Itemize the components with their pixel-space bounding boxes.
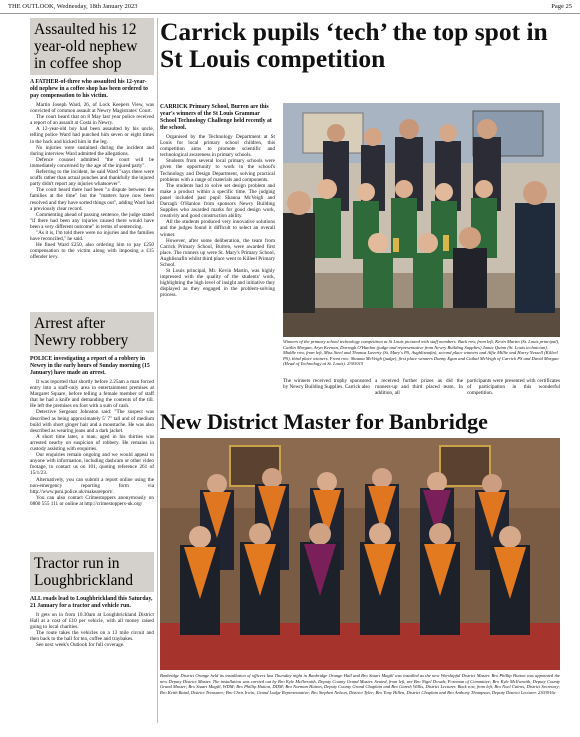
page-number: Page 25 [551,3,572,10]
story1-lede: A FATHER-of-three who assaulted his 12-year-old nephew in a coffee shop has been ordered to pay compensation to his victim. [30,79,148,99]
story4-paragraph: The students had to solve set design problem and make a product within a specific time. The judging panel included past pupil Shauna McVeigh and Darragh O'Hanlon from sponsors Newry Building Supplies who awarded marks for good design work, creativity and good construction ability. [160,182,275,220]
story2-headline: Arrest after Newry robbery [30,312,154,352]
column-divider [157,18,158,723]
school-photo-caption: Winners of the primary school technology competition at St Louis pictured with staff members. Back row, from left, Kevin Martin (St. Louis principal), Caitlin Morgan, Aryn Keenan, Darragh O'Hanlon (judge and representative from Newry Building Supplies) Jamie Quinn (St. Louis technician). Middle row, from left, Miss Steel and Thomas Laverty (St. Mary's PS, Aughlisnafin), second place winners and Alfie Millie and Harry Nessell (Killeel PS), third place winners. Front row: Shauna McVeigh (judge), first place winners Danny Egan and Cathal McVeigh of Carrick PS and David Morgan (Head of Technology at St. Louis). 2303015 [283,339,560,367]
story4-paragraph: Students from several local primary schools were given the opportunity to work in the school's Technology and Design Department, solving practical problems with a range of materials and components. [160,158,275,183]
story4-lede: CARRICK Primary School, Burren are this year's winners of the St Louis Grammar School Technology Challenge held recently at the school. [160,104,272,131]
story1-paragraph: No injuries were sustained during the incident and during interview Ward admitted the allegations. [30,144,154,157]
story1-paragraph: A 12-year-old boy had been assaulted by his uncle, telling police Ward had punched him seven or eight times in the back and kicked him in the leg. [30,126,154,145]
story4-tail-col1: The winners received trophy sponsored by Newry Building Supplies. Carrick also [283,378,371,391]
story2-paragraph: Our enquiries remain ongoing and we would appeal to anyone with information, including dashcam or other video footage, to contact us on 101, quoting reference 261 of 15/1/23. [30,452,154,477]
lodge-photo-caption: Banbridge District Orange held its installation of officers last Thursday night in Banbridge Orange Hall and Bro Stuart Magill was installed as the new Worshipful District Master. Bro Phillip Hutton was appointed the new Deputy District Master. The installation was carried out by Bro Kyle McIlwraith, Deputy County Grand Master. Seated, from left, are Bro Nigel Dowds, Foreman of Committee; Bro Kyle McIlwraith, Deputy County Grand Master; Bro Stuart Magill, WDM; Bro Phillip Hutton, DDM; Bro Norman Hutton, Deputy County Grand Chaplain and Bro Gareth Willis, District Lecturer. Back row, from left, Bro Noel Cairns, District Secretary; Bro Keith Baird, District Treasurer; Bro Chris Irwin, Grand Lodge Representative; Bro Stephen Nelson, District Tyler; Bro Tony Hillen, District Chaplain and Bro Anthony Thompson, Deputy District Lecturer. 2303916c [160,673,560,696]
story1-paragraph: Commenting ahead of passing sentence, the judge stated "if there had been any injuries caused there would have been a very different outcome" in terms of sentencing. [30,211,154,230]
orange-lodge-photo [160,438,560,670]
masthead [0,0,580,14]
story4-header [160,18,560,72]
story2-lede: POLICE investigating a report of a robbery in Newry in the early hours of Sunday morning (15 January) have made an arrest. [30,356,150,376]
story4-paragraph: Organised by the Technology Department at St Louis for local primary school children, this competition aims to promote scientific and technological awareness in primary schools. [160,134,275,159]
story1-paragraph: "As it is, I'm told there were no injuries and the families have reconciled," he said. [30,229,154,243]
story2-paragraph: A short time later, a man, aged in his thirties was arrested nearby on suspicion of robbery. He remains in custody assisting with enquiries. [30,433,154,453]
orange-lodge-illustration [160,438,560,670]
story1-paragraph: Referring to the incident, he said Ward "says there were scuffs rather than actual punches and thankfully the injured party didn't report any injuries whatsoever". [30,169,154,188]
story4-tail-col3: participants were presented with certificates of participation in this wonderful competition. [467,378,560,397]
story3-paragraph: It gets on in from 10.30am at Loughbrickland District Hall at a cost of £10 per vehicle, with all money raised going to local charities. [30,612,154,631]
story2-body [30,379,154,546]
story2-paragraph: You can also contact Crimestoppers anonymously on 0800 555 111 or online at http://crimestoppers-uk.org/ [30,494,154,507]
story3-body [30,612,154,652]
story1-paragraph: The court heard that on 8 May last year police received a report of an assault at Costa in Newry. [30,114,154,127]
story1-body [30,102,154,306]
story4-paragraph: However, after some deliberation, the team from Carrick Primary School, Burren, were awarded first place. The runners up were St. Mary's Primary School, Aughlisnafin whilst third place went to Killeel Primary School. [160,237,275,268]
story3-paragraph: The route takes the vehicles on a 13 mile circuit and then back to the hall for tea, coffee and traybakes. [30,630,154,643]
masthead-title: THE OUTLOOK, Wednesday, 18th January 2023 [8,3,138,10]
story2-paragraph: Alternatively, you can submit a report online using the non-emergency reporting form via http://www.psni.police.uk/makeareport/. [30,476,154,495]
story4-text-column [160,104,275,392]
story4-paragraph: St Louis principal, Mr. Kevin Martin, was highly impressed with the quality of the students' work, highlighting the high level of insight and initiative they displayed as they engaged in the problem-solving process. [160,268,275,299]
story4-body [160,134,275,392]
school-group-illustration [283,103,560,337]
story3-lede: ALL roads lead to Loughbrickland this Saturday, 21 January for a tractor and vehicle run. [30,596,153,609]
story1-paragraph: Martin Joseph Ward, 26, of Lock Keepers View, was convicted of common assault at Newry Magistrates' Court. [30,102,154,115]
story1-paragraph: Defence counsel admitted "the court will be immediately concerned by the age of the injured party". [30,156,154,169]
story5-headline: New District Master for Banbridge [160,409,488,434]
story2-paragraph: Detective Sergeant Johnston said: "The suspect was described as being approximately 5' 7" tall and of medium build with short ginger hair and a moustache. He was also described as wearing jeans and a dark jacket. [30,409,154,434]
story4-tail-col2: a received further prizes as did the runners-up and third placed team. In addition, all [375,378,463,397]
story3-headline: Tractor run in Loughbrickland [30,552,154,592]
story4-headline: Carrick pupils ‘tech’ the top spot in St Louis competition [160,17,548,73]
story4-paragraph: All the students produced very innovative solutions and the judges found it difficult to select an overall winner. [160,219,275,238]
left-column [30,18,154,652]
story1-paragraph: He fined Ward £250, also ordering him to pay £250 compensation to the victim along with imposing a £15 offender levy. [30,242,154,261]
school-group-photo [283,103,560,337]
story1-paragraph: The court heard there had been "a dispute between the families at the time" but the "matters have now been resolved and they have sorted things out", adding Ward had a previously clear record. [30,187,154,212]
story1-headline: Assaulted his 12 year-old nephew in coffee shop [30,18,154,75]
story3-paragraph: See next week's Outlook for full coverage. [36,642,125,649]
story2-paragraph: It was reported that shortly before 2.25am a man forced entry into a staff-only area in entertainment premises at Margaret Square, before telling a female member of staff that he had a knife and demanding the contents of the till. He left the premises on foot with a sum of cash. [30,379,154,410]
